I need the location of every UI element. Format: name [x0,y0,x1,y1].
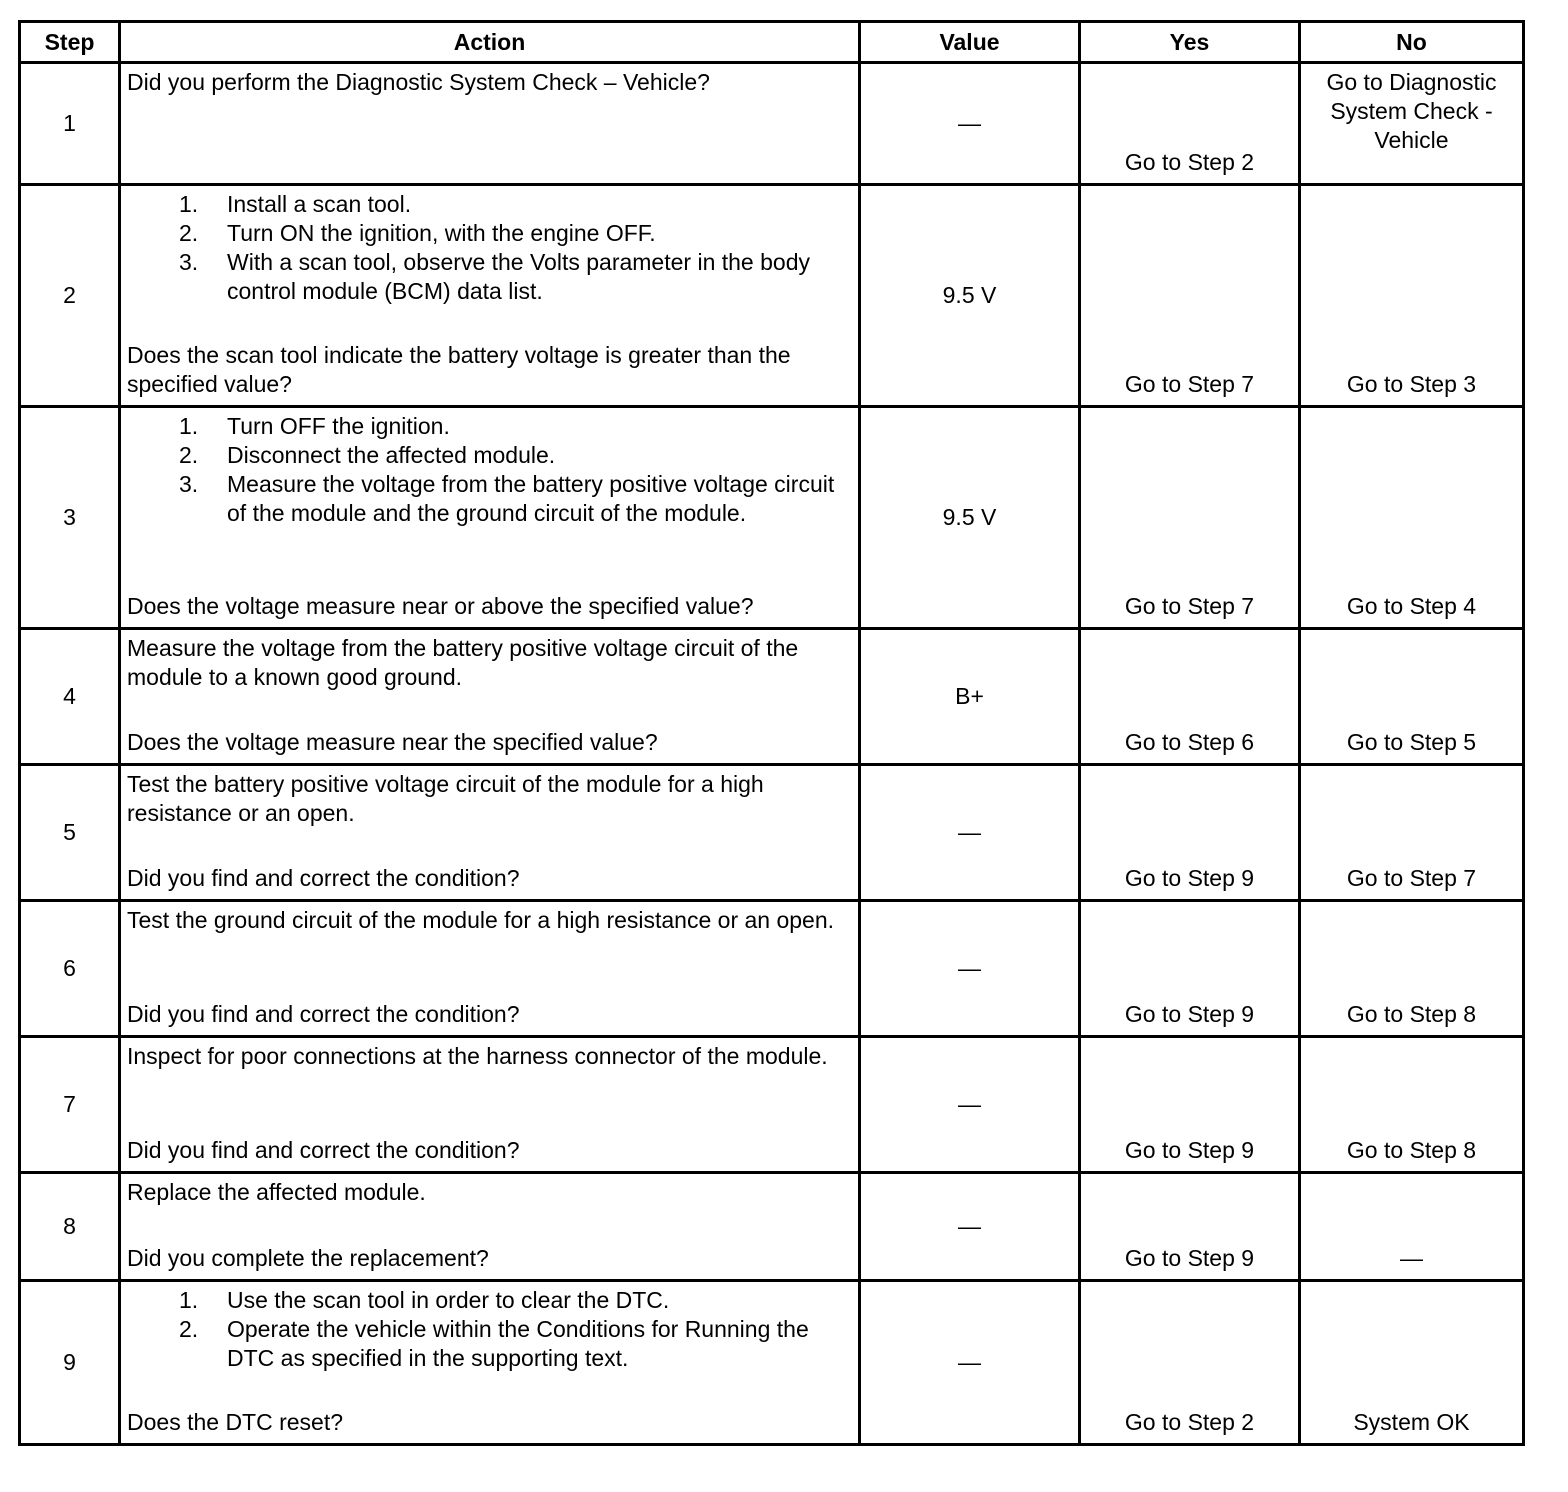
action-question: Did you find and correct the condition? [127,1001,520,1027]
yes-result-text: Go to Step 7 [1124,593,1255,619]
step-cell: 2 [20,185,120,407]
yes-cell [1080,63,1300,185]
yes-cell [1080,1173,1300,1281]
header-no: No [1300,22,1524,63]
action-intro: Replace the affected module. [127,1179,426,1205]
yes-result-text: Go to Step 2 [1124,149,1255,175]
action-step-number: 3. [179,249,199,275]
step-cell: 3 [20,407,120,629]
action-cell [120,407,860,629]
no-result-text: Go to Diagnostic System Check - Vehicle [1326,69,1497,153]
action-cell [120,1281,860,1445]
action-step-item [127,190,850,219]
no-result-text: Go to Step 4 [1346,593,1477,619]
action-question: Does the voltage measure near the specified value? [127,729,658,755]
no-cell [1300,185,1524,407]
no-cell [1300,1037,1524,1173]
action-question: Does the DTC reset? [127,1409,344,1435]
action-question: Does the voltage measure near or above the specified value? [127,593,754,619]
yes-cell [1080,1281,1300,1445]
yes-cell [1080,629,1300,765]
table-row [20,63,1524,185]
table-row [20,1037,1524,1173]
action-steps-list [127,190,850,306]
action-cell [120,185,860,407]
action-intro: Test the battery positive voltage circuit of the module for a high resistance or an open. [127,771,764,826]
no-cell [1300,1281,1524,1445]
action-step-text: Turn ON the ignition, with the engine OFF. [227,220,656,246]
action-step-text: Use the scan tool in order to clear the DTC. [227,1287,670,1313]
table-row [20,1281,1524,1445]
action-cell [120,1173,860,1281]
value-cell: 9.5 V [860,185,1080,407]
yes-result-text: Go to Step 9 [1124,865,1255,891]
step-cell: 7 [20,1037,120,1173]
no-result-text: System OK [1353,1409,1470,1435]
no-result-text: Go to Step 5 [1346,729,1477,755]
action-cell [120,901,860,1037]
no-cell [1300,1173,1524,1281]
yes-cell [1080,901,1300,1037]
action-step-number: 2. [179,442,199,468]
value-cell: 9.5 V [860,407,1080,629]
header-value: Value [860,22,1080,63]
action-question: Did you complete the replacement? [127,1245,489,1271]
action-step-item [127,441,850,470]
yes-result-text: Go to Step 7 [1124,371,1255,397]
value-cell: — [860,901,1080,1037]
yes-result-text: Go to Step 9 [1124,1137,1255,1163]
action-step-text: Install a scan tool. [227,191,412,217]
step-cell: 1 [20,63,120,185]
action-step-text: Measure the voltage from the battery positive voltage circuit of the module and the ground circuit of the module. [227,471,835,526]
yes-result-text: Go to Step 9 [1124,1001,1255,1027]
action-steps-list [127,1286,850,1373]
action-step-item [127,1315,850,1373]
value-cell: — [860,1281,1080,1445]
action-step-text: Disconnect the affected module. [227,442,556,468]
value-cell: — [860,765,1080,901]
no-result-text: Go to Step 8 [1346,1001,1477,1027]
no-result-text: Go to Step 7 [1346,865,1477,891]
action-step-number: 2. [179,220,199,246]
yes-result-text: Go to Step 2 [1124,1409,1255,1435]
table-row [20,407,1524,629]
action-step-number: 2. [179,1316,199,1342]
action-step-item [127,219,850,248]
action-question: Does the scan tool indicate the battery voltage is greater than the specified value? [127,342,791,397]
table-row [20,629,1524,765]
yes-cell [1080,765,1300,901]
action-step-text: Turn OFF the ignition. [227,413,450,439]
action-cell [120,1037,860,1173]
action-cell [120,629,860,765]
step-cell: 8 [20,1173,120,1281]
header-step: Step [20,22,120,63]
action-intro: Inspect for poor connections at the harness connector of the module. [127,1043,828,1069]
no-result-text: — [1400,1245,1423,1271]
step-cell: 6 [20,901,120,1037]
no-result-text: Go to Step 3 [1346,371,1477,397]
action-intro: Test the ground circuit of the module for a high resistance or an open. [127,907,835,933]
no-cell [1300,629,1524,765]
action-intro: Did you perform the Diagnostic System Check – Vehicle? [127,69,710,95]
value-cell: B+ [860,629,1080,765]
table-row [20,765,1524,901]
action-step-text: Operate the vehicle within the Conditions for Running the DTC as specified in the supporting text. [227,1316,809,1371]
action-step-number: 3. [179,471,199,497]
action-step-number: 1. [179,1287,199,1313]
step-cell: 9 [20,1281,120,1445]
table-row [20,901,1524,1037]
table-row [20,1173,1524,1281]
value-cell: — [860,1173,1080,1281]
no-result-text: Go to Step 8 [1346,1137,1477,1163]
no-cell [1300,765,1524,901]
action-step-number: 1. [179,191,199,217]
no-cell [1300,407,1524,629]
action-step-item [127,470,850,528]
header-action: Action [120,22,860,63]
action-step-number: 1. [179,413,199,439]
table-row [20,185,1524,407]
action-cell [120,63,860,185]
no-cell [1300,63,1524,185]
value-cell: — [860,1037,1080,1173]
action-step-text: With a scan tool, observe the Volts parameter in the body control module (BCM) data list. [227,249,810,304]
step-cell: 4 [20,629,120,765]
action-steps-list [127,412,850,528]
table-body [20,63,1524,1445]
yes-cell [1080,407,1300,629]
action-question: Did you find and correct the condition? [127,865,520,891]
yes-cell [1080,185,1300,407]
step-cell: 5 [20,765,120,901]
action-intro: Measure the voltage from the battery positive voltage circuit of the module to a known good ground. [127,635,799,690]
header-row [20,22,1524,63]
value-cell: — [860,63,1080,185]
diagnostic-table [18,20,1525,1446]
action-step-item [127,248,850,306]
action-question: Did you find and correct the condition? [127,1137,520,1163]
yes-result-text: Go to Step 6 [1124,729,1255,755]
action-step-item [127,1286,850,1315]
action-step-item [127,412,850,441]
action-cell [120,765,860,901]
yes-result-text: Go to Step 9 [1124,1245,1255,1271]
yes-cell [1080,1037,1300,1173]
header-yes: Yes [1080,22,1300,63]
no-cell [1300,901,1524,1037]
